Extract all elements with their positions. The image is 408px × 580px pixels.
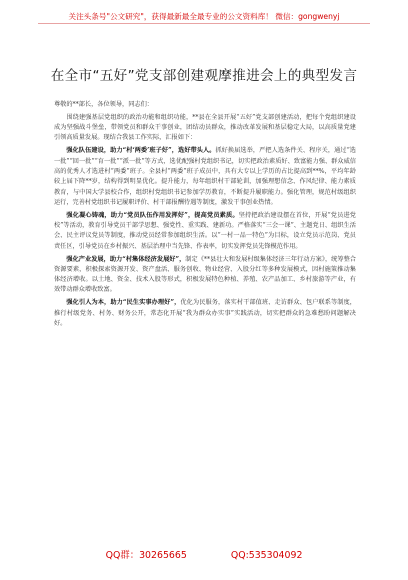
promo-banner-text: 关注头条号"公文研究"，获得最新最全最专业的公文资料库！ 微信：gongwenyj [68,12,340,21]
intro-paragraph: 围绕建强基层党组织的政治功能和组织功能，**县在全县开展“五好”党支部创建活动，把每个党组织建设成为坚强战斗堡垒，带领党员和群众干事创业，团结动员群众，推动改革发展和基层稳定大局，以高质量党建引领高质量发展。现结合我县工作实际，汇报如下： [54,113,356,142]
salutation: 尊敬的**部长，各位领导，同志们： [54,101,153,108]
section-text: 坚持把政治建设摆在首位，开展“党员进党校”等活动，教育引导党员干部学思想、强党性、重实践、建新功。严格落实“三会一课”、主题党日、组织生活会、民主评议党员等制度，推动党员经常参加组织生活。以“一村一品一特色”为目标，设立党员示范岗、党员责任区，引导党员在乡村振兴、基层治理中当先锋、作表率，切实发挥党员先锋模范作用。 [54,211,356,250]
document-body [54,100,356,332]
section-heading: 强化队伍建设，助力“村‘两委’班子好”，选好带头人。 [66,147,216,155]
section-paragraph [54,298,356,329]
promo-banner [0,8,408,26]
section-paragraph [54,146,356,208]
section-heading: 强化产业发展，助力“村集体经济发展好”， [66,255,186,263]
section-heading: 强化凝心铸魂，助力“党员队伍作用发挥好”，提高党员素质。 [66,211,239,219]
section-paragraph [54,255,356,296]
document-title: 在全市“五好”党支部创建观摩推进会上的典型发言 [50,68,358,84]
section-heading: 强化引人为本，助力“民生实事办理好”， [66,299,181,307]
section-text: 抓好换届选举，严把人选条件关、程序关，通过“选一批”“回一批”“育一批”“派一批”等方式，选优配强村党组织书记，切实把政治素质好、致富能力强、群众威信高的优秀人才选进村“两委”班子。全县村“两委”班子成员中，具有大专以上学历的占比提高到**%，平均年龄较上届下降**岁，结构得到明显优化。提升能力，每年组织村干部轮训，加强理想信念、作风纪律、能力素质教育，与中国大学县校合作，组织村党组织书记参加学历教育，不断提升履职能力。强化管理，规范村级组织运行，完善村党组织书记履职评价、村干部报酬待遇等制度，激发干事创业热情。 [54,147,356,206]
qq-number-text: QQ:535304092 [230,550,303,561]
section-paragraph [54,211,356,252]
contact-footer [0,547,408,561]
section-text: 优化为民服务，落实村干部值班、走访群众、包户联系等制度，推行村级党务、村务、财务公开，常态化开展“我为群众办实事”实践活动，切实把群众的急难愁盼问题解决好。 [54,299,356,327]
banner-divider [38,23,370,24]
section-text: 制定《**县壮大和发展村级集体经济三年行动方案》，统筹整合资源要素，积极探索资源开发、资产盘活、服务创收、物业经营、入股分红等多种发展模式，因村施策推动集体经济增收。以土地、资金、技术入股等形式，积极发展特色种植、养殖、农产品加工、乡村旅游等产业，有效带动群众增收致富。 [54,255,356,294]
qq-group-text: QQ群：30265665 [105,550,187,561]
